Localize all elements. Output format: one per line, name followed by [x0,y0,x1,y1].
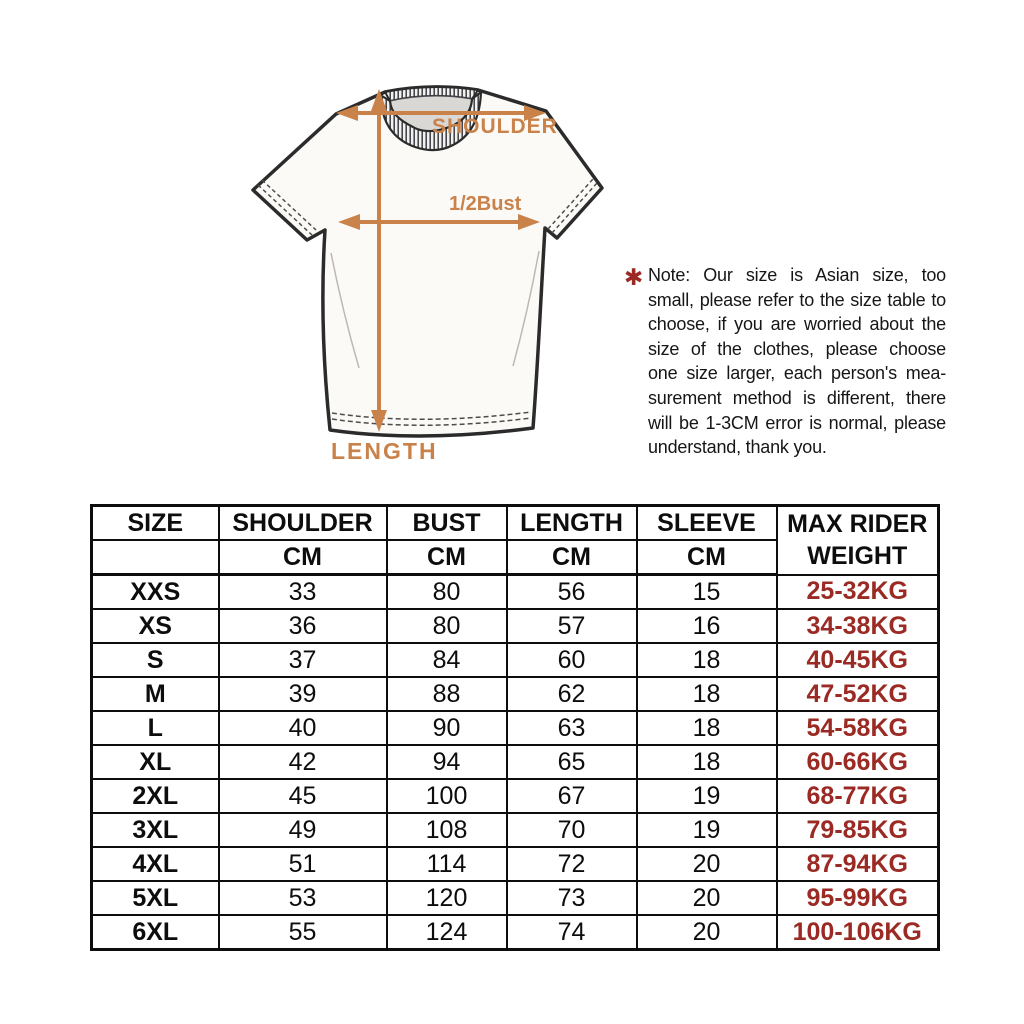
weight-cell: 87-94KG [777,847,939,881]
length-cell: 70 [507,813,637,847]
unit-cell-sleeve: CM [637,540,777,575]
max-rider-text: MAX RIDER [787,510,928,539]
shoulder-cell: 49 [219,813,387,847]
size-cell: 4XL [92,847,219,881]
bust-cell: 88 [387,677,507,711]
weight-cell: 47-52KG [777,677,939,711]
unit-cell-empty [92,540,219,575]
col-header-shoulder: SHOULDER [219,506,387,541]
size-row-m [92,677,939,711]
size-row-xs [92,609,939,643]
note-line: choose, if you are worried about the [648,314,946,335]
sleeve-cell: 20 [637,881,777,915]
shoulder-cell: 37 [219,643,387,677]
bust-cell: 90 [387,711,507,745]
sleeve-cell: 20 [637,847,777,881]
size-row-xxs [92,575,939,610]
weight-cell: 95-99KG [777,881,939,915]
weight-cell: 34-38KG [777,609,939,643]
length-cell: 57 [507,609,637,643]
length-cell: 62 [507,677,637,711]
size-cell: 5XL [92,881,219,915]
shoulder-cell: 53 [219,881,387,915]
length-cell: 73 [507,881,637,915]
size-row-5xl [92,881,939,915]
size-cell: 2XL [92,779,219,813]
shoulder-cell: 51 [219,847,387,881]
bust-cell: 108 [387,813,507,847]
shoulder-cell: 42 [219,745,387,779]
sleeve-cell: 20 [637,915,777,950]
bust-cell: 80 [387,575,507,610]
unit-cell-shoulder: CM [219,540,387,575]
size-row-2xl [92,779,939,813]
weight-cell: 54-58KG [777,711,939,745]
unit-cell-bust: CM [387,540,507,575]
weight-cell: 68-77KG [777,779,939,813]
sleeve-cell: 18 [637,745,777,779]
weight-cell: 79-85KG [777,813,939,847]
weight-cell: 25-32KG [777,575,939,610]
bust-cell: 80 [387,609,507,643]
bust-cell: 84 [387,643,507,677]
size-row-xl [92,745,939,779]
half-bust-measure-label: 1/2Bust [449,193,522,215]
bust-cell: 124 [387,915,507,950]
note-line: understand, thank you. [648,437,827,458]
shoulder-cell: 39 [219,677,387,711]
size-cell: 3XL [92,813,219,847]
length-cell: 63 [507,711,637,745]
length-cell: 60 [507,643,637,677]
col-header-max-rider-weight [777,506,939,575]
size-row-s [92,643,939,677]
note-line: surement method is different, there [648,387,946,408]
length-cell: 67 [507,779,637,813]
table-header-row [92,506,939,541]
length-cell: 56 [507,575,637,610]
size-table [90,504,940,951]
size-row-l [92,711,939,745]
bust-cell: 94 [387,745,507,779]
size-cell: 6XL [92,915,219,950]
shoulder-cell: 36 [219,609,387,643]
sleeve-cell: 19 [637,813,777,847]
size-table-body [92,575,939,950]
sleeve-cell: 18 [637,643,777,677]
col-header-bust: BUST [387,506,507,541]
note-text [648,263,946,460]
unit-cell-length: CM [507,540,637,575]
sleeve-cell: 18 [637,711,777,745]
sleeve-cell: 15 [637,575,777,610]
size-cell: XL [92,745,219,779]
note-line: Note: Our size is Asian size, too [648,265,946,285]
length-cell: 65 [507,745,637,779]
col-header-sleeve: SLEEVE [637,506,777,541]
shoulder-cell: 55 [219,915,387,950]
length-cell: 74 [507,915,637,950]
size-cell: S [92,643,219,677]
size-row-6xl [92,915,939,950]
length-cell: 72 [507,847,637,881]
col-header-size: SIZE [92,506,219,541]
shoulder-cell: 33 [219,575,387,610]
size-cell: M [92,677,219,711]
size-cell: L [92,711,219,745]
note-line: will be 1-3CM error is normal, please [648,412,946,433]
sleeve-cell: 18 [637,677,777,711]
weight-text: WEIGHT [807,542,908,571]
weight-cell: 60-66KG [777,745,939,779]
size-row-4xl [92,847,939,881]
bust-cell: 114 [387,847,507,881]
length-measure-label: LENGTH [331,438,438,464]
size-cell: XS [92,609,219,643]
note-line: size of the clothes, please choose [648,338,946,359]
shoulder-cell: 45 [219,779,387,813]
size-row-3xl [92,813,939,847]
asterisk-icon: ✱ [624,264,644,290]
bust-cell: 100 [387,779,507,813]
sleeve-cell: 16 [637,609,777,643]
bust-cell: 120 [387,881,507,915]
sleeve-cell: 19 [637,779,777,813]
shoulder-measure-label: SHOULDER [432,115,558,138]
size-cell: XXS [92,575,219,610]
weight-cell: 100-106KG [777,915,939,950]
size-note [620,263,946,460]
col-header-length: LENGTH [507,506,637,541]
weight-cell: 40-45KG [777,643,939,677]
note-line: small, please refer to the size table to [648,289,946,310]
note-line: one size larger, each person's mea- [648,363,946,384]
shoulder-cell: 40 [219,711,387,745]
